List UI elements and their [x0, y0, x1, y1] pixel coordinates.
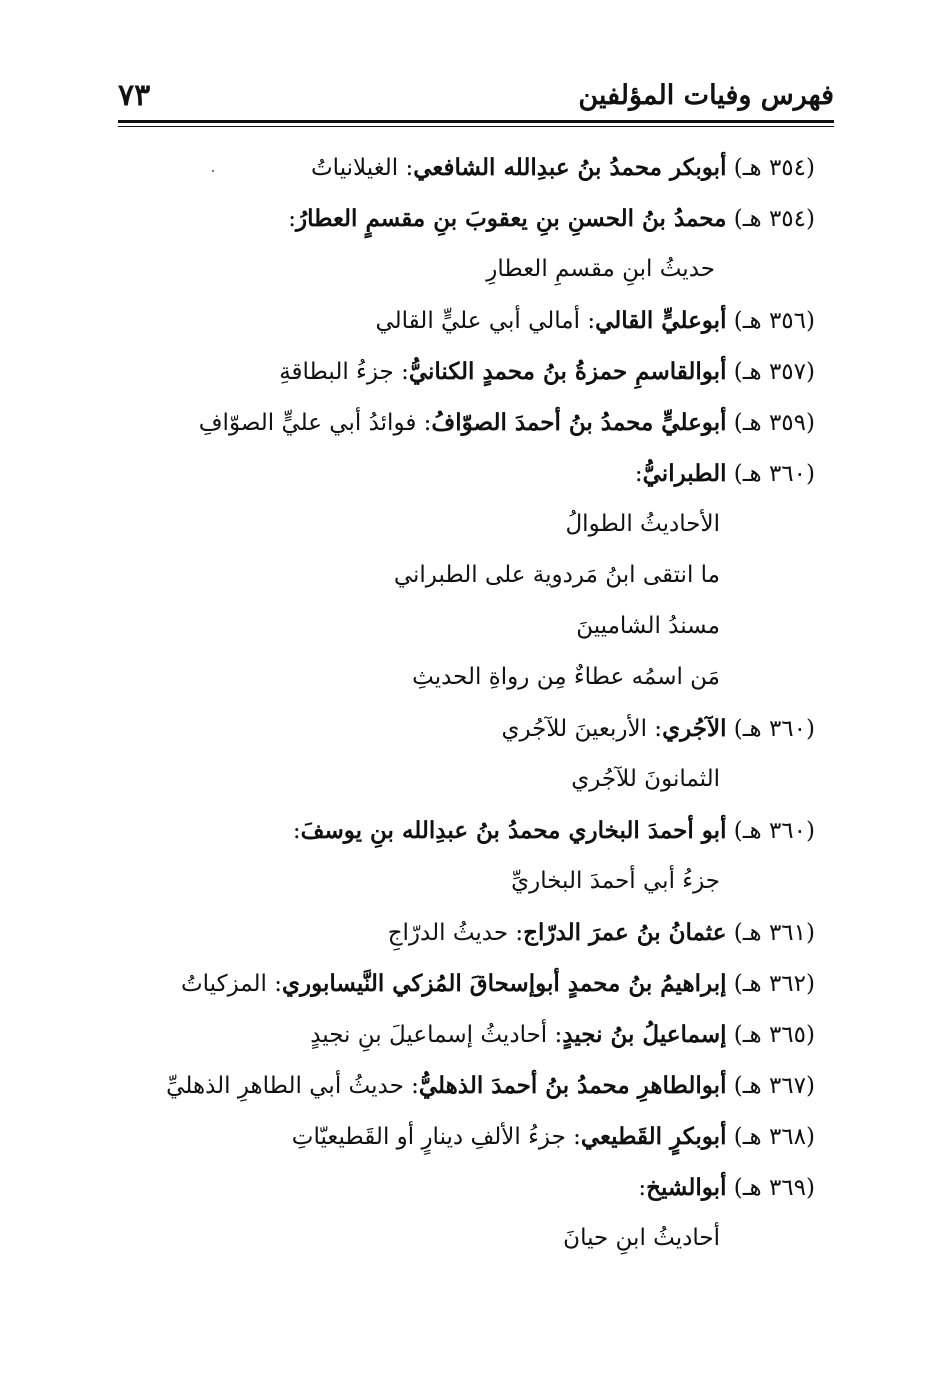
entry-line — [120, 397, 815, 448]
work-line: مَن اسمُه عطاءٌ مِن رواةِ الحديثِ — [412, 664, 720, 690]
author-name: أبوعليٍّ القالي — [595, 307, 727, 334]
work-line: الثمانونَ للآجُري — [571, 766, 720, 792]
author-name: أبوعليٍّ محمدُ بنُ أحمدَ الصوّافُ — [431, 409, 727, 436]
entry-line — [120, 346, 815, 397]
death-year: (٣٦٩ هـ) — [726, 1175, 815, 1201]
work-title: : جزءُ الألفِ دينارٍ أو القَطيعيّاتِ — [291, 1124, 581, 1150]
entry-line — [120, 958, 815, 1009]
author-name: أبو أحمدَ البخاري محمدُ بنُ عبدِالله بنِ يوسفَ — [300, 817, 727, 844]
work-line: مسندُ الشاميينَ — [576, 613, 720, 639]
work-title: : حديثُ أبي الطاهرِ الذهليِّ — [166, 1073, 419, 1099]
work-title: : جزءُ البطاقةِ — [279, 359, 409, 385]
author-name: أبوبكرٍ القَطيعي — [580, 1123, 727, 1150]
author-name: أبوالقاسمِ حمزةُ بنُ محمدٍ الكنانيُّ — [408, 358, 727, 385]
work-line: حديثُ ابنِ مقسمِ العطارِ — [486, 256, 715, 282]
death-year: (٣٦٢ هـ) — [726, 971, 815, 997]
work-title: : — [288, 206, 296, 232]
death-year: (٣٦٨ هـ) — [726, 1124, 815, 1150]
author-name: أبوالشيخ — [646, 1174, 727, 1201]
work-title: : — [634, 461, 643, 487]
death-year: (٣٦٧ هـ) — [726, 1073, 815, 1099]
death-year: (٣٥٤ هـ) — [726, 155, 815, 181]
page-header — [118, 76, 834, 120]
death-year: (٣٦٠ هـ) — [726, 461, 815, 487]
entry-line — [120, 1060, 815, 1111]
work-line: جزءُ أبي أحمدَ البخاريِّ — [511, 868, 720, 894]
entry-line — [120, 805, 815, 856]
entry-line — [120, 1111, 815, 1162]
running-title: فهرس وفيات المؤلفين — [578, 80, 834, 111]
work-title: : حديثُ الدرّاجِ — [387, 920, 524, 946]
author-name: الطبرانيُّ — [642, 460, 727, 487]
author-name: إبراهيمُ بنُ محمدٍ أبوإسحاقَ المُزكي النَّيسابوري — [282, 970, 727, 997]
death-year: (٣٦١ هـ) — [726, 920, 815, 946]
entry-line — [120, 907, 815, 958]
author-name: إسماعيلُ بنُ نجيدٍ — [562, 1021, 727, 1048]
entry-line — [120, 295, 815, 346]
work-title: : المزكياتُ — [181, 971, 283, 997]
work-title: : فوائدُ أبي عليٍّ الصوّافِ — [198, 410, 432, 436]
author-name: محمدُ بنُ الحسنِ بنِ يعقوبَ بنِ مقسمٍ العطارُ — [295, 205, 727, 232]
death-year: (٣٥٤ هـ) — [726, 206, 815, 232]
work-line: ما انتقى ابنُ مَردوية على الطبراني — [393, 562, 720, 588]
death-year: (٣٥٧ هـ) — [726, 359, 815, 385]
death-year: (٣٦٠ هـ) — [726, 818, 815, 844]
death-year: (٣٦٥ هـ) — [726, 1022, 815, 1048]
work-line: الأحاديثُ الطوالُ — [565, 511, 720, 537]
header-rule-thin — [118, 126, 834, 127]
work-title: : — [292, 818, 301, 844]
entry-line — [120, 448, 815, 499]
author-name: الآجُري — [662, 715, 727, 742]
author-name: عثمانُ بنُ عمرَ الدرّاج — [523, 919, 727, 946]
entry-line — [120, 703, 815, 754]
work-title: : أحاديثُ إسماعيلَ بنِ نجيدٍ — [310, 1022, 563, 1048]
author-death-index — [120, 142, 815, 1264]
work-title: : — [638, 1175, 647, 1201]
author-name: أبوالطاهرِ محمدُ بنُ أحمدَ الذهليُّ — [418, 1072, 727, 1099]
work-line: أحاديثُ ابنِ حيانَ — [563, 1225, 720, 1251]
entry-line — [120, 193, 815, 244]
death-year: (٣٥٦ هـ) — [726, 308, 815, 334]
work-title: : الأربعينَ للآجُري — [501, 716, 663, 742]
entry-line — [120, 1162, 815, 1213]
entry-line — [120, 1009, 815, 1060]
death-year: (٣٥٩ هـ) — [726, 410, 815, 436]
work-title: : أمالي أبي عليٍّ القالي — [375, 308, 596, 334]
work-title: : الغيلانياتُ — [311, 155, 414, 181]
entry-line — [120, 142, 815, 193]
death-year: (٣٦٠ هـ) — [726, 716, 815, 742]
page-number: ٧٣ — [118, 78, 151, 113]
header-rule-thick — [118, 120, 834, 123]
author-name: أبوبكر محمدُ بنُ عبدِالله الشافعي — [413, 154, 727, 181]
